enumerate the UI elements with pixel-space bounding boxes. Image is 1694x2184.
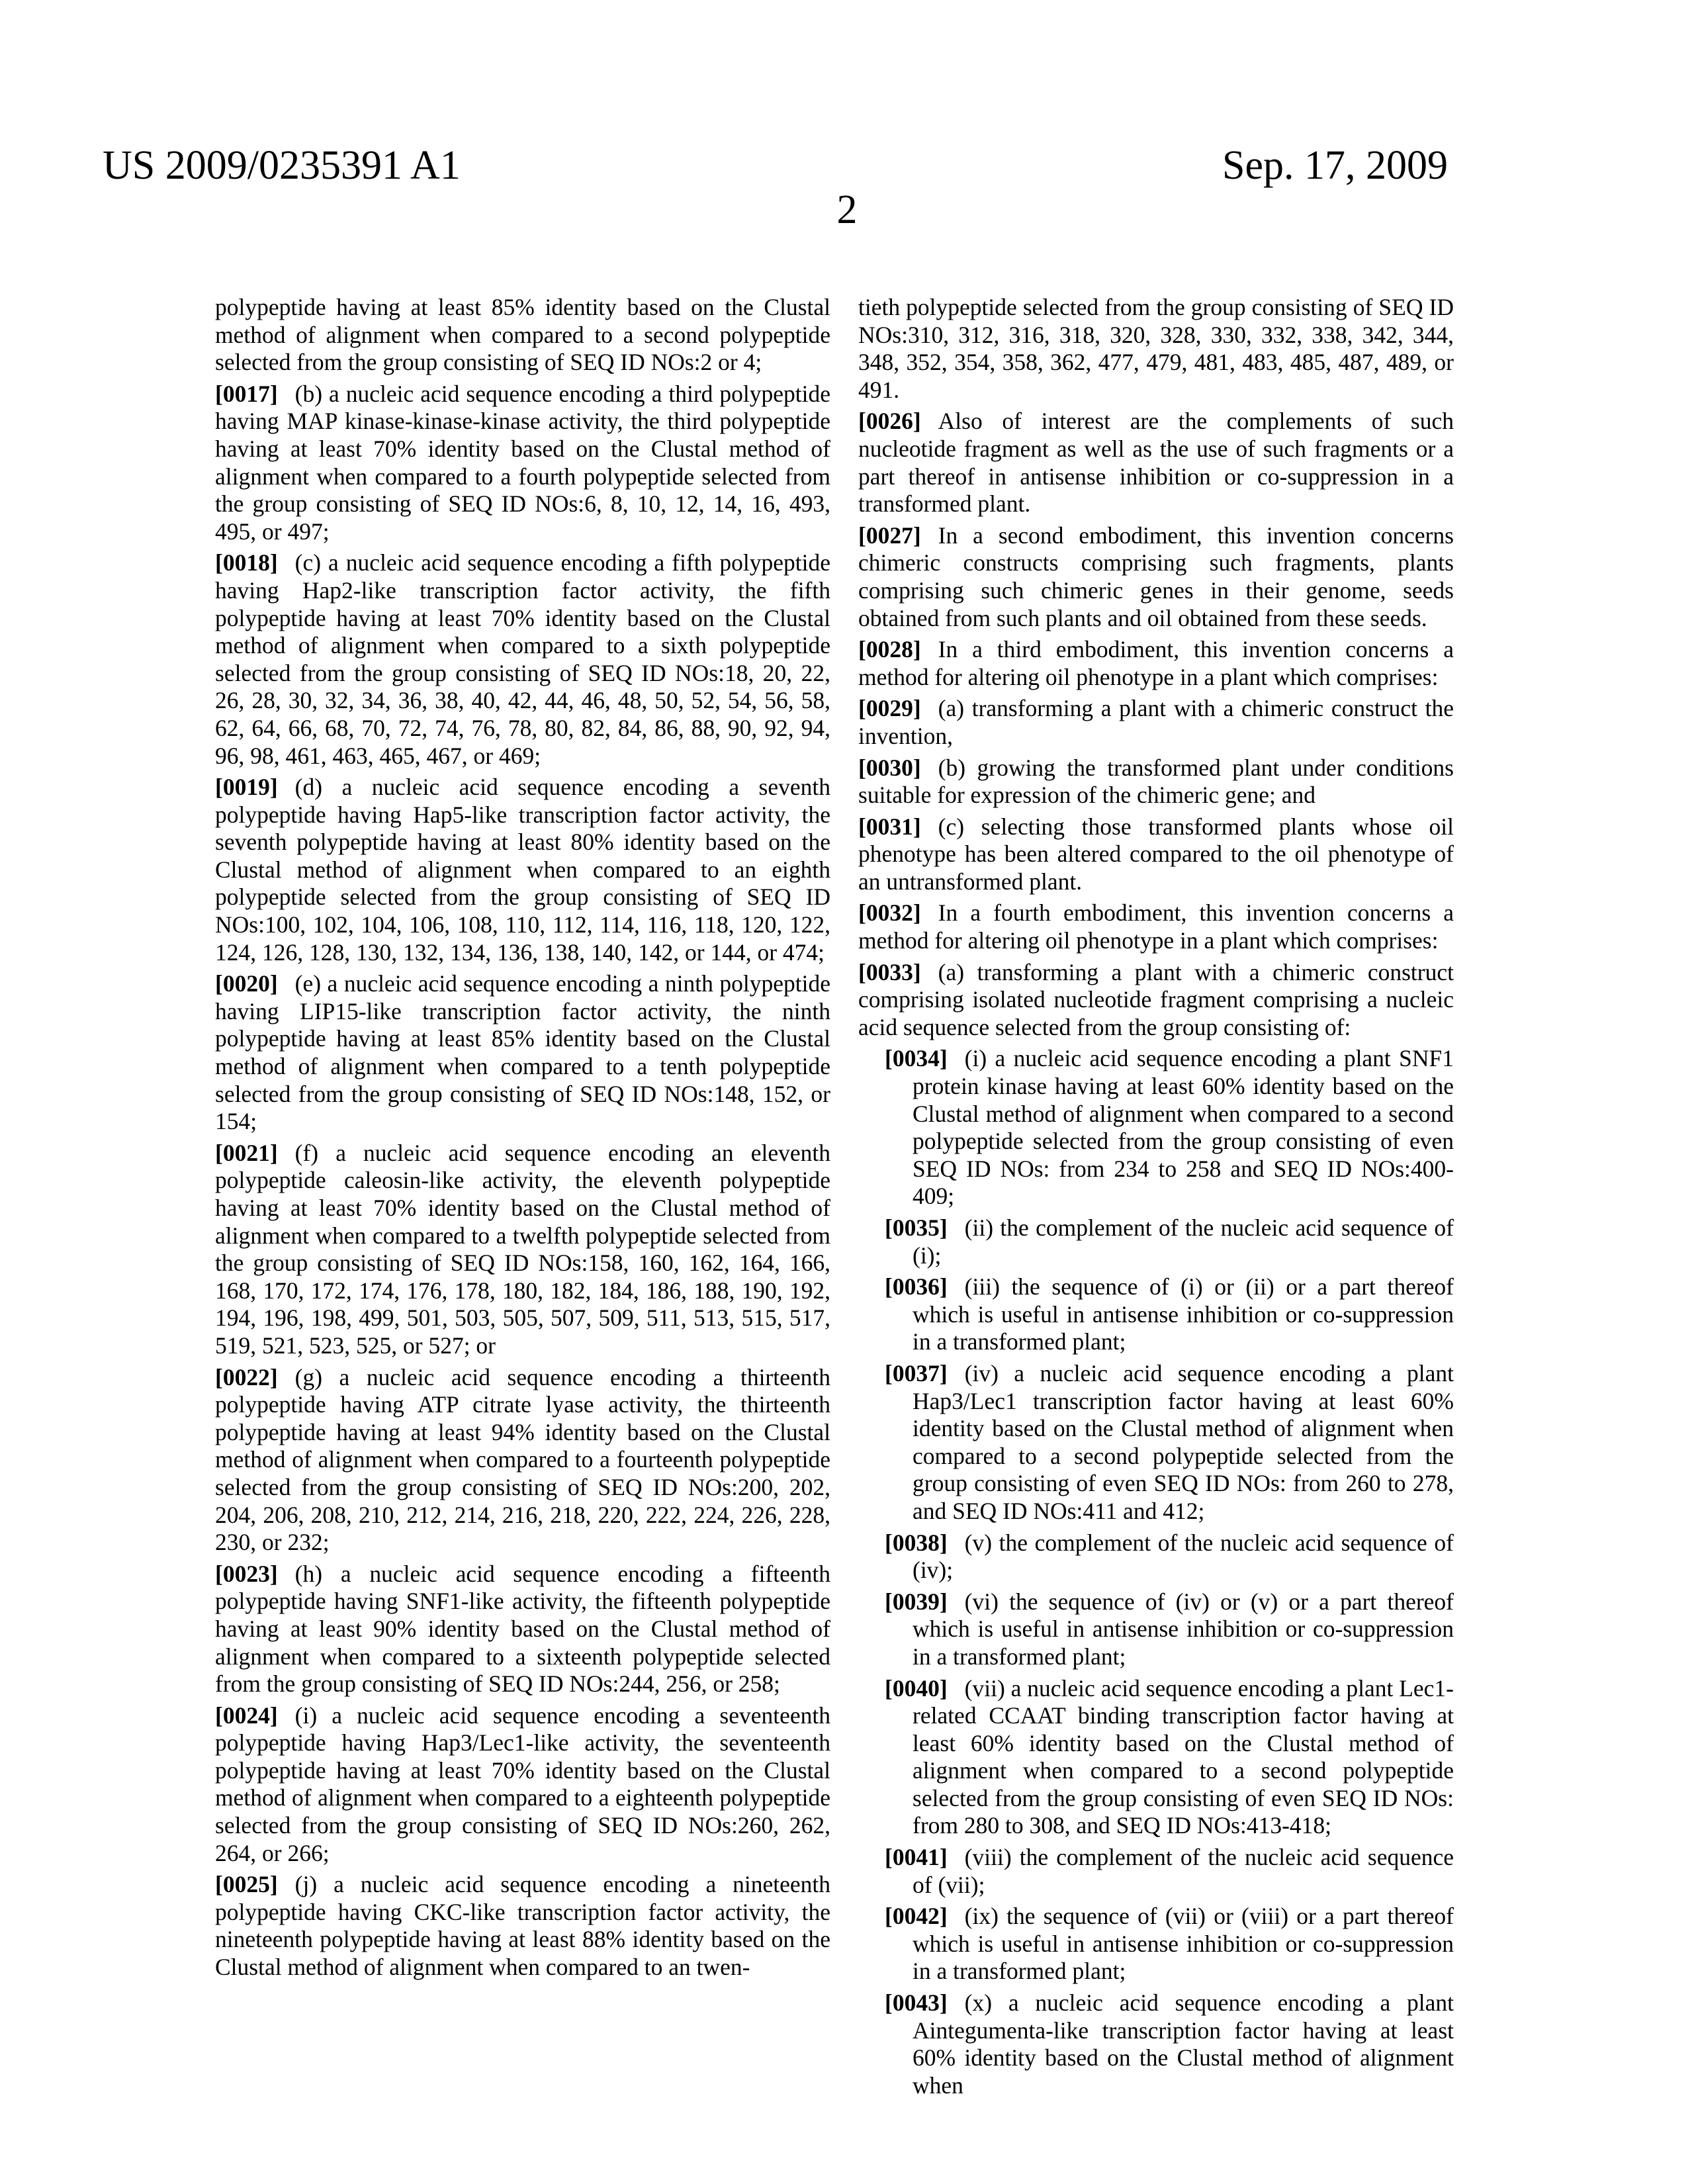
paragraph [215, 294, 830, 377]
paragraph [858, 1588, 1454, 1671]
paragraph-text: (iii) the sequence of (i) or (ii) or a part thereof which is useful in antisense inhibition or co-suppression in a transformed plant; [913, 1273, 1454, 1355]
paragraph-number: [0032] [858, 899, 921, 926]
patent-number: US 2009/0235391 A1 [103, 142, 461, 189]
paragraph-text: (g) a nucleic acid sequence encoding a thirteenth polypeptide having ATP citrate lyase activity, the thirteenth polypeptide having at least 94% identity based on the Clustal method of alignment when compared to a fourteenth polypeptide selected from the group consisting of SEQ ID NOs:200, 202, 204, 206, 208, 210, 212, 214, 216, 218, 220, 222, 224, 226, 228, 230, or 232; [215, 1364, 830, 1556]
paragraph-text: (vi) the sequence of (iv) or (v) or a part thereof which is useful in antisense inhibition or co-suppression in a transformed plant; [913, 1588, 1454, 1670]
paragraph-text: Also of interest are the complements of such nucleotide fragment as well as the use of such fragments or a part thereof in antisense inhibition or co-suppression in a transformed plant. [858, 408, 1454, 517]
paragraph-text: (v) the complement of the nucleic acid sequence of (iv); [913, 1529, 1454, 1584]
paragraph [215, 1871, 830, 1981]
paragraph-number: [0021] [215, 1140, 278, 1166]
page-number: 2 [0, 187, 1694, 234]
paragraph-text: (x) a nucleic acid sequence encoding a plant Aintegumenta-like transcription factor having at least 60% identity based on the Clustal method of alignment when [913, 1989, 1454, 2099]
paragraph-text: tieth polypeptide selected from the group consisting of SEQ ID NOs:310, 312, 316, 318, 320, 328, 330, 332, 338, 342, 344, 348, 352, 354, 358, 362, 477, 479, 481, 483, 485, 487, 489, or 491. [858, 294, 1454, 403]
paragraph-text: (i) a nucleic acid sequence encoding a plant SNF1 protein kinase having at least 60% identity based on the Clustal method of alignment when compared to a second polypeptide selected from the group consisting of even SEQ ID NOs: from 234 to 258 and SEQ ID NOs:400-409; [913, 1045, 1454, 1209]
paragraph-number: [0022] [215, 1364, 278, 1390]
paragraph [858, 1844, 1454, 1899]
left-column [215, 294, 830, 1985]
paragraph [215, 381, 830, 546]
paragraph-number: [0024] [215, 1702, 278, 1729]
paragraph-text: (d) a nucleic acid sequence encoding a seventh polypeptide having Hap5-like transcription factor activity, the seventh polypeptide having at least 80% identity based on the Clustal method of alignment when compared to an eighth polypeptide selected from the group consisting of SEQ ID NOs:100, 102, 104, 106, 108, 110, 112, 114, 116, 118, 120, 122, 124, 126, 128, 130, 132, 134, 136, 138, 140, 142, or 144, or 474; [215, 774, 830, 966]
paragraph-number: [0042] [885, 1903, 948, 1929]
paragraph [858, 1903, 1454, 1985]
paragraph-number: [0038] [885, 1529, 948, 1556]
paragraph-number: [0036] [885, 1273, 948, 1300]
paragraph [215, 1140, 830, 1360]
paragraph-number: [0041] [885, 1844, 948, 1870]
paragraph-text: (c) selecting those transformed plants whose oil phenotype has been altered compared to the oil phenotype of an untransformed plant. [858, 813, 1454, 895]
paragraph [215, 1561, 830, 1698]
paragraph [215, 549, 830, 770]
paragraph [858, 959, 1454, 1042]
paragraph [858, 294, 1454, 404]
paragraph-text: (i) a nucleic acid sequence encoding a seventeenth polypeptide having Hap3/Lec1-like activity, the seventeenth polypeptide having at least 70% identity based on the Clustal method of alignment when compared to a eighteenth polypeptide selected from the group consisting of SEQ ID NOs:260, 262, 264, or 266; [215, 1702, 830, 1866]
paragraph-number: [0033] [858, 959, 921, 985]
paragraph [858, 1360, 1454, 1525]
paragraph-text: (b) a nucleic acid sequence encoding a third polypeptide having MAP kinase-kinase-kinase activity, the third polypeptide having at least 70% identity based on the Clustal method of alignment when compared to a fourth polypeptide selected from the group consisting of SEQ ID NOs:6, 8, 10, 12, 14, 16, 493, 495, or 497; [215, 381, 830, 545]
paragraph-text: (c) a nucleic acid sequence encoding a fifth polypeptide having Hap2-like transcription factor activity, the fifth polypeptide having at least 70% identity based on the Clustal method of alignment when compared to a sixth polypeptide selected from the group consisting of SEQ ID NOs:18, 20, 22, 26, 28, 30, 32, 34, 36, 38, 40, 42, 44, 46, 48, 50, 52, 54, 56, 58, 62, 64, 66, 68, 70, 72, 74, 76, 78, 80, 82, 84, 86, 88, 90, 92, 94, 96, 98, 461, 463, 465, 467, or 469; [215, 549, 830, 768]
publication-date: Sep. 17, 2009 [1222, 142, 1448, 189]
paragraph-text: (e) a nucleic acid sequence encoding a ninth polypeptide having LIP15-like transcription factor activity, the ninth polypeptide having at least 85% identity based on the Clustal method of alignment when compared to a tenth polypeptide selected from the group consisting of SEQ ID NOs:148, 152, or 154; [215, 970, 830, 1134]
paragraph-text: (h) a nucleic acid sequence encoding a fifteenth polypeptide having SNF1-like activity, the fifteenth polypeptide having at least 90% identity based on the Clustal method of alignment when compared to a sixteenth polypeptide selected from the group consisting of SEQ ID NOs:244, 256, or 258; [215, 1561, 830, 1697]
paragraph [858, 1989, 1454, 2099]
paragraph-text: (ix) the sequence of (vii) or (viii) or a part thereof which is useful in antisense inhibition or co-suppression in a transformed plant; [913, 1903, 1454, 1984]
paragraph [858, 1273, 1454, 1356]
paragraph-text: In a second embodiment, this invention concerns chimeric constructs comprising such fragments, plants comprising such chimeric genes in their genome, seeds obtained from such plants and oil obtained from these seeds. [858, 522, 1454, 631]
paragraph-text: polypeptide having at least 85% identity based on the Clustal method of alignment when compared to a second polypeptide selected from the group consisting of SEQ ID NOs:2 or 4; [215, 294, 830, 375]
paragraph-number: [0020] [215, 970, 278, 997]
paragraph-text: (b) growing the transformed plant under conditions suitable for expression of the chimeric gene; and [858, 754, 1454, 809]
paragraph [858, 522, 1454, 632]
paragraph-number: [0035] [885, 1214, 948, 1241]
paragraph-number: [0037] [885, 1360, 948, 1387]
paragraph-number: [0025] [215, 1871, 278, 1897]
paragraph-number: [0029] [858, 695, 921, 721]
paragraph-number: [0026] [858, 408, 921, 434]
paragraph [858, 1214, 1454, 1269]
paragraph [858, 1045, 1454, 1210]
paragraph [858, 1675, 1454, 1841]
paragraph [215, 970, 830, 1136]
paragraph [215, 1364, 830, 1557]
paragraph-number: [0043] [885, 1989, 948, 2016]
paragraph-number: [0023] [215, 1561, 278, 1587]
paragraph-number: [0034] [885, 1045, 948, 1071]
paragraph-text: (j) a nucleic acid sequence encoding a nineteenth polypeptide having CKC-like transcription factor activity, the nineteenth polypeptide having at least 88% identity based on the Clustal method of alignment when compared to an twen- [215, 1871, 830, 1980]
paragraph-text: (viii) the complement of the nucleic acid sequence of (vii); [913, 1844, 1454, 1898]
paragraph-text: (vii) a nucleic acid sequence encoding a plant Lec1-related CCAAT binding transcription factor having at least 60% identity based on the Clustal method of alignment when compared to a second polypeptide selected from the group consisting of even SEQ ID NOs: from 280 to 308, and SEQ ID NOs:413-418; [913, 1675, 1454, 1839]
paragraph [858, 636, 1454, 691]
paragraph-text: (f) a nucleic acid sequence encoding an eleventh polypeptide caleosin-like activity, the eleventh polypeptide having at least 70% identity based on the Clustal method of alignment when compared to a twelfth polypeptide selected from the group consisting of SEQ ID NOs:158, 160, 162, 164, 166, 168, 170, 172, 174, 176, 178, 180, 182, 184, 186, 188, 190, 192, 194, 196, 198, 499, 501, 503, 505, 507, 509, 511, 513, 515, 517, 519, 521, 523, 525, or 527; or [215, 1140, 830, 1359]
paragraph [858, 813, 1454, 896]
paragraph-text: In a fourth embodiment, this invention concerns a method for altering oil phenotype in a plant which comprises: [858, 899, 1454, 954]
paragraph-text: (a) transforming a plant with a chimeric construct the invention, [858, 695, 1454, 749]
paragraph [215, 774, 830, 966]
paragraph-text: (ii) the complement of the nucleic acid sequence of (i); [913, 1214, 1454, 1269]
paragraph-text: (a) transforming a plant with a chimeric construct comprising isolated nucleotide fragment comprising a nucleic acid sequence selected from the group consisting of: [858, 959, 1454, 1040]
paragraph-number: [0018] [215, 549, 278, 576]
paragraph [858, 1529, 1454, 1584]
paragraph-number: [0031] [858, 813, 921, 840]
paragraph [858, 754, 1454, 809]
paragraph-number: [0028] [858, 636, 921, 662]
paragraph-number: [0030] [858, 754, 921, 781]
paragraph [215, 1702, 830, 1868]
paragraph-text: (iv) a nucleic acid sequence encoding a plant Hap3/Lec1 transcription factor having at least 60% identity based on the Clustal method of alignment when compared to a second polypeptide selected from the group consisting of even SEQ ID NOs: from 260 to 278, and SEQ ID NOs:411 and 412; [913, 1360, 1454, 1524]
paragraph-text: In a third embodiment, this invention concerns a method for altering oil phenotype in a plant which comprises: [858, 636, 1454, 690]
paragraph [858, 695, 1454, 750]
paragraph-number: [0039] [885, 1588, 948, 1615]
paragraph-number: [0017] [215, 381, 278, 407]
right-column [858, 294, 1454, 2103]
paragraph [858, 899, 1454, 954]
paragraph [858, 408, 1454, 518]
paragraph-number: [0019] [215, 774, 278, 800]
paragraph-number: [0040] [885, 1675, 948, 1702]
paragraph-number: [0027] [858, 522, 921, 549]
